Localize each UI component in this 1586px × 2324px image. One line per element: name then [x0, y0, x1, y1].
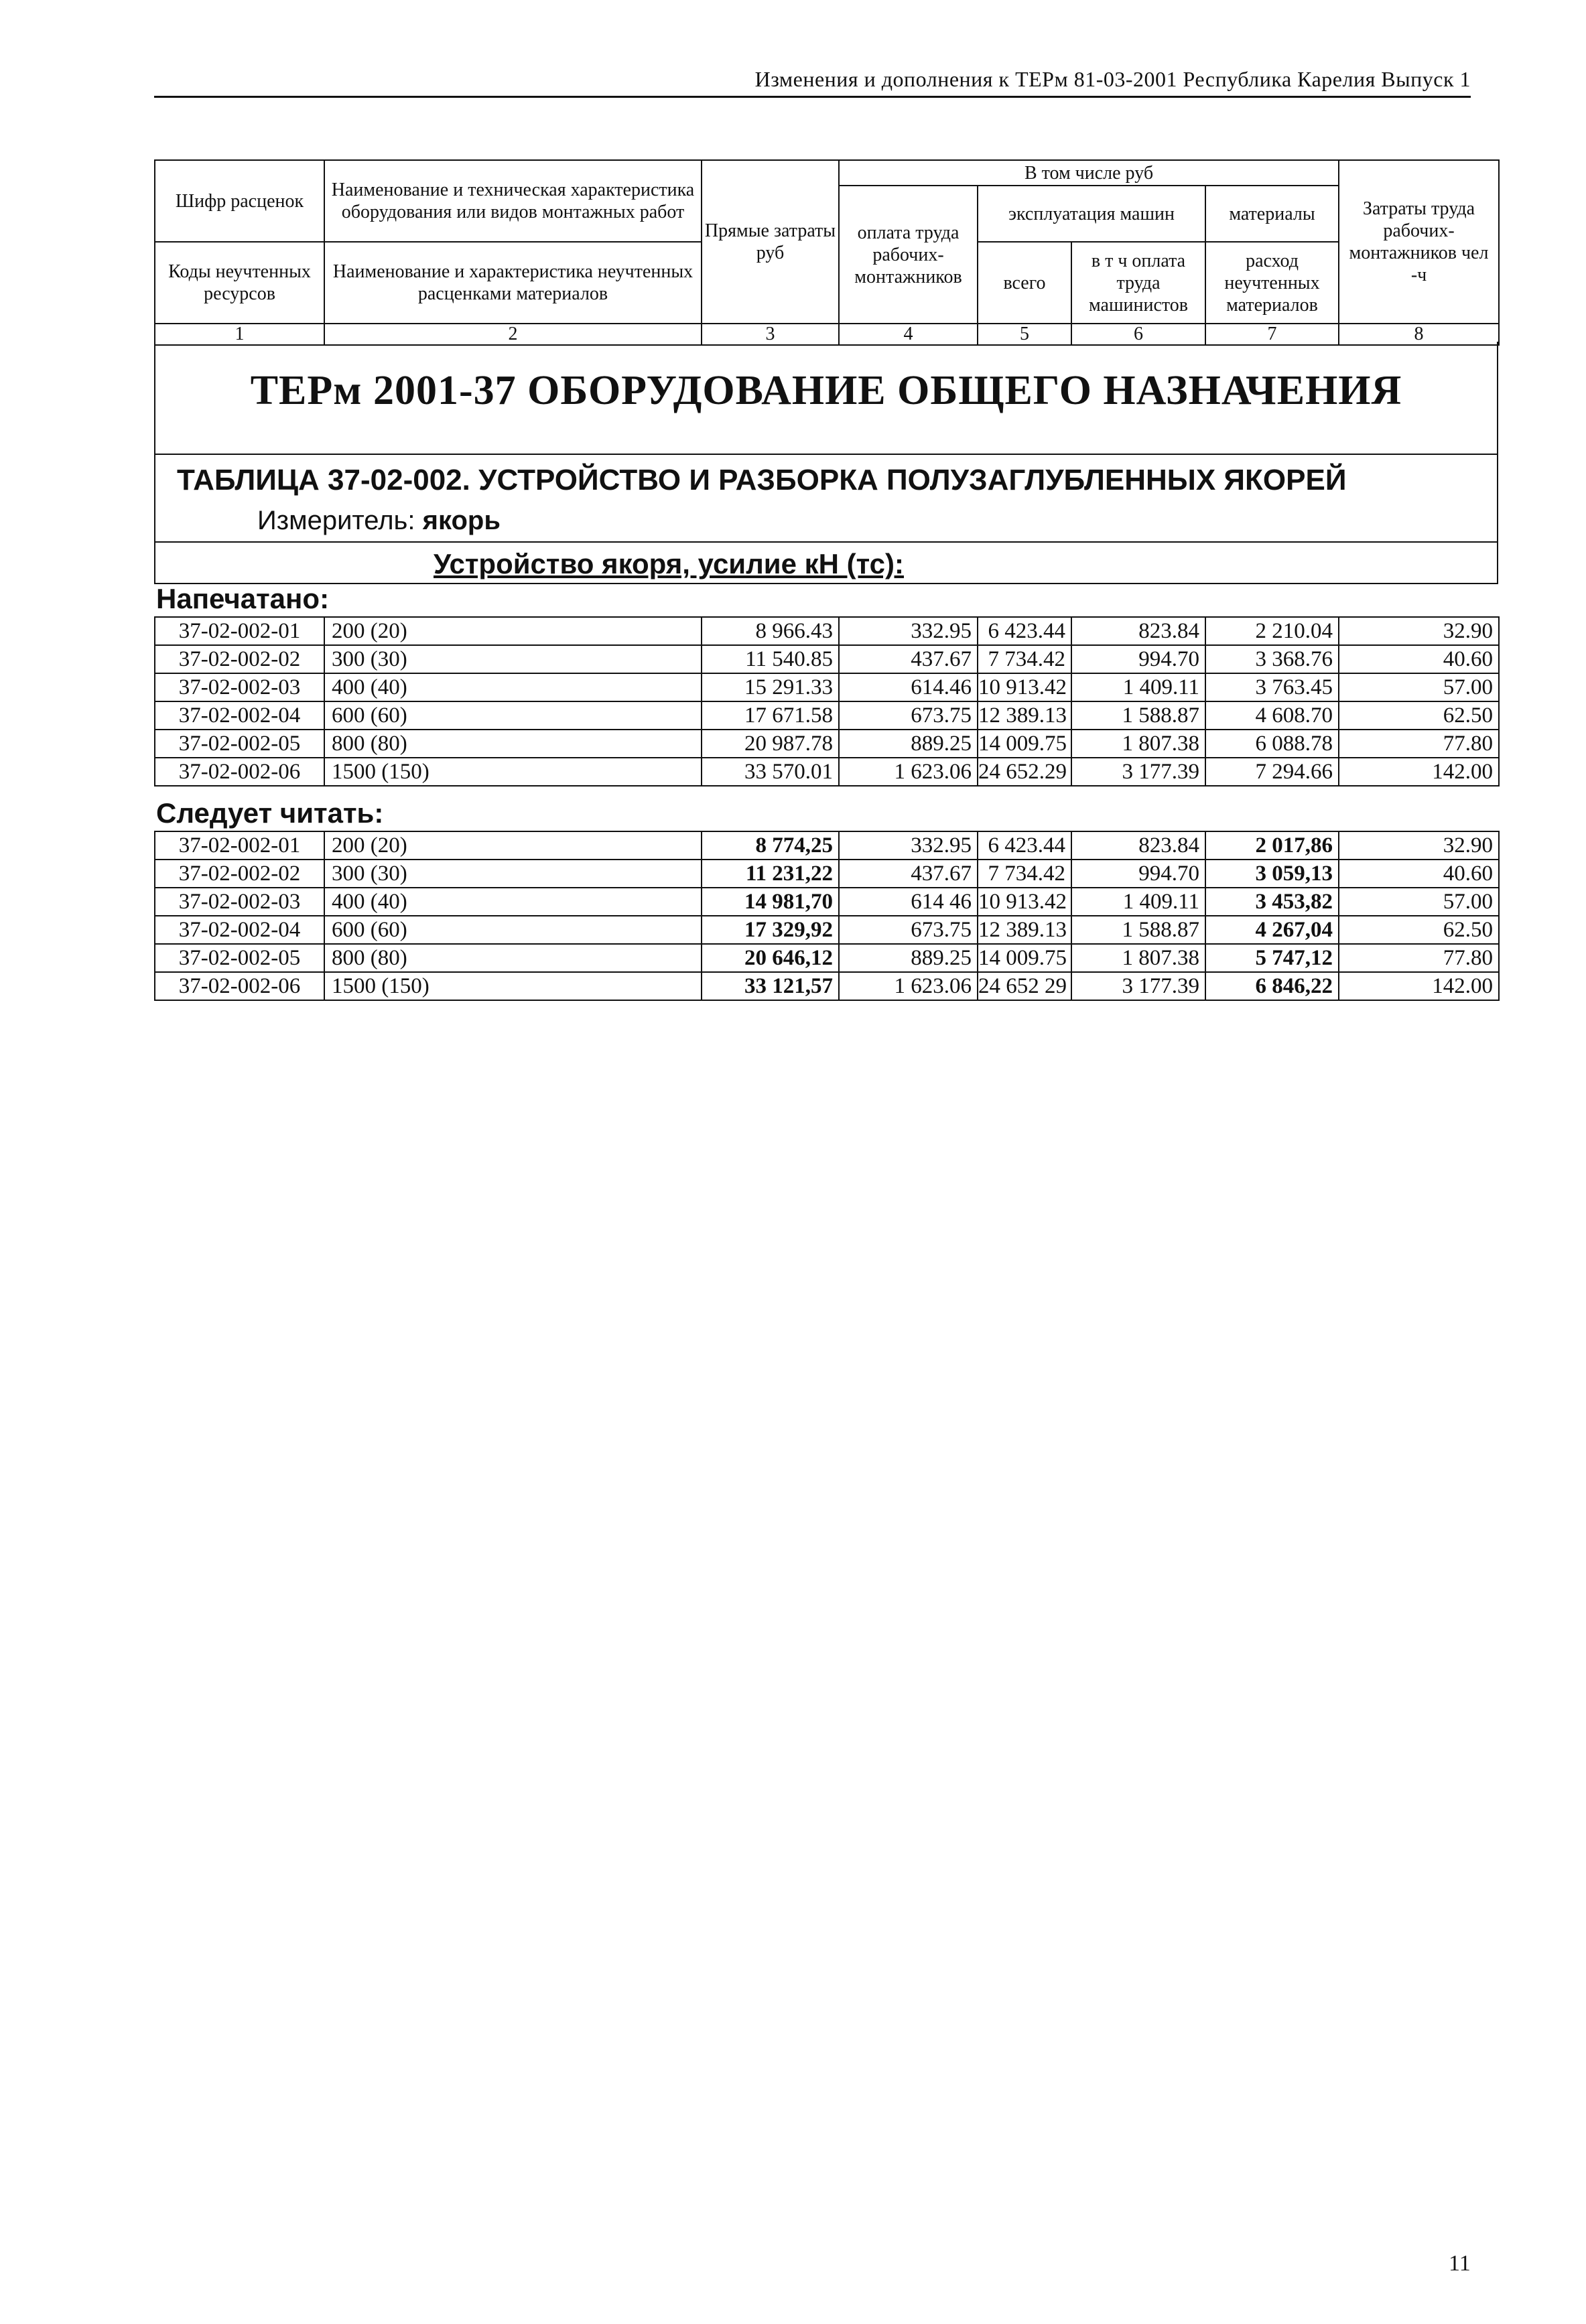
row-machinists-pay: 3 177.39	[1071, 758, 1205, 786]
row-name: 200 (20)	[324, 831, 702, 860]
row-machinists-pay: 994.70	[1071, 645, 1205, 673]
row-code: 37-02-002-02	[155, 645, 324, 673]
column-number: 1	[155, 324, 324, 345]
row-code: 37-02-002-05	[155, 944, 324, 972]
row-workers-pay: 889.25	[839, 730, 978, 758]
row-direct-costs: 17 329,92	[702, 916, 839, 944]
header-machinists-pay: в т ч оплата труда машинистов	[1071, 242, 1205, 324]
row-machines-total: 7 734.42	[978, 860, 1071, 888]
row-direct-costs: 20 646,12	[702, 944, 839, 972]
row-direct-costs: 33 121,57	[702, 972, 839, 1000]
header-name-bottom: Наименование и характеристика неучтенных расценками материалов	[324, 242, 702, 324]
row-code: 37-02-002-04	[155, 701, 324, 730]
row-labor: 32.90	[1339, 831, 1499, 860]
row-machines-total: 7 734.42	[978, 645, 1071, 673]
row-direct-costs: 8 966.43	[702, 617, 839, 645]
row-machinists-pay: 994.70	[1071, 860, 1205, 888]
row-labor: 142.00	[1339, 758, 1499, 786]
row-workers-pay: 332.95	[839, 831, 978, 860]
row-machines-total: 10 913.42	[978, 888, 1071, 916]
row-materials: 3 763.45	[1205, 673, 1339, 701]
page-number: 11	[1449, 2251, 1471, 2276]
row-machinists-pay: 3 177.39	[1071, 972, 1205, 1000]
row-materials: 4 267,04	[1205, 916, 1339, 944]
corrected-table	[154, 831, 1500, 1001]
table-row	[155, 645, 1499, 673]
header-name-top: Наименование и техническая характеристика оборудования или видов монтажных работ	[324, 160, 702, 242]
row-machines-total: 14 009.75	[978, 944, 1071, 972]
row-machines-total: 6 423.44	[978, 617, 1071, 645]
row-workers-pay: 614.46	[839, 673, 978, 701]
subsection-title: Устройство якоря, усилие кН (тс):	[434, 548, 905, 579]
measure-value: якорь	[422, 506, 501, 535]
row-machinists-pay: 1 588.87	[1071, 701, 1205, 730]
row-code: 37-02-002-01	[155, 617, 324, 645]
row-labor: 32.90	[1339, 617, 1499, 645]
row-machinists-pay: 1 807.38	[1071, 944, 1205, 972]
row-workers-pay: 332.95	[839, 617, 978, 645]
row-workers-pay: 673.75	[839, 701, 978, 730]
row-materials: 5 747,12	[1205, 944, 1339, 972]
row-machines-total: 12 389.13	[978, 916, 1071, 944]
row-labor: 62.50	[1339, 916, 1499, 944]
table-row	[155, 701, 1499, 730]
row-name: 1500 (150)	[324, 758, 702, 786]
table-row	[155, 916, 1499, 944]
table-row	[155, 617, 1499, 645]
column-header-table	[154, 159, 1500, 346]
column-number: 8	[1339, 324, 1499, 345]
column-number: 2	[324, 324, 702, 345]
row-workers-pay: 889.25	[839, 944, 978, 972]
running-header: Изменения и дополнения к ТЕРм 81-03-2001 Республика Карелия Выпуск 1	[154, 67, 1471, 98]
row-code: 37-02-002-03	[155, 673, 324, 701]
table-row	[155, 944, 1499, 972]
column-number: 7	[1205, 324, 1339, 345]
row-code: 37-02-002-03	[155, 888, 324, 916]
row-materials: 4 608.70	[1205, 701, 1339, 730]
header-code-bottom: Коды неучтенных ресурсов	[155, 242, 324, 324]
row-name: 1500 (150)	[324, 972, 702, 1000]
header-machines-total: всего	[978, 242, 1071, 324]
row-direct-costs: 8 774,25	[702, 831, 839, 860]
row-machines-total: 10 913.42	[978, 673, 1071, 701]
row-labor: 57.00	[1339, 888, 1499, 916]
row-machines-total: 24 652 29	[978, 972, 1071, 1000]
row-workers-pay: 1 623.06	[839, 972, 978, 1000]
printed-table	[154, 616, 1500, 787]
row-name: 200 (20)	[324, 617, 702, 645]
header-including-group: В том числе руб	[839, 160, 1339, 186]
row-labor: 62.50	[1339, 701, 1499, 730]
header-code-top: Шифр расценок	[155, 160, 324, 242]
row-machines-total: 12 389.13	[978, 701, 1071, 730]
column-number: 5	[978, 324, 1071, 345]
row-name: 600 (60)	[324, 916, 702, 944]
row-labor: 40.60	[1339, 645, 1499, 673]
row-code: 37-02-002-06	[155, 758, 324, 786]
row-direct-costs: 15 291.33	[702, 673, 839, 701]
row-workers-pay: 437.67	[839, 860, 978, 888]
row-name: 400 (40)	[324, 888, 702, 916]
row-name: 800 (80)	[324, 730, 702, 758]
row-materials: 6 088.78	[1205, 730, 1339, 758]
measure-label: Измеритель:	[257, 506, 415, 535]
column-number: 3	[702, 324, 839, 345]
row-machinists-pay: 1 409.11	[1071, 888, 1205, 916]
printed-label: Напечатано:	[156, 583, 330, 614]
row-workers-pay: 1 623.06	[839, 758, 978, 786]
row-machinists-pay: 823.84	[1071, 831, 1205, 860]
row-machinists-pay: 823.84	[1071, 617, 1205, 645]
column-number: 4	[839, 324, 978, 345]
row-direct-costs: 11 231,22	[702, 860, 839, 888]
table-row	[155, 730, 1499, 758]
section-heading-box	[154, 342, 1498, 584]
row-name: 300 (30)	[324, 645, 702, 673]
table-row	[155, 831, 1499, 860]
table-row	[155, 758, 1499, 786]
row-code: 37-02-002-06	[155, 972, 324, 1000]
table-title: ТАБЛИЦА 37-02-002. УСТРОЙСТВО И РАЗБОРКА ПОЛУЗАГЛУБЛЕННЫХ ЯКОРЕЙ	[177, 464, 1347, 496]
header-workers-pay: оплата труда рабочих-монтажников	[839, 186, 978, 324]
row-workers-pay: 437.67	[839, 645, 978, 673]
row-labor: 77.80	[1339, 730, 1499, 758]
row-materials: 3 453,82	[1205, 888, 1339, 916]
row-code: 37-02-002-02	[155, 860, 324, 888]
row-materials: 6 846,22	[1205, 972, 1339, 1000]
row-labor: 57.00	[1339, 673, 1499, 701]
row-direct-costs: 20 987.78	[702, 730, 839, 758]
header-materials: материалы	[1205, 186, 1339, 242]
row-labor: 142.00	[1339, 972, 1499, 1000]
table-row	[155, 673, 1499, 701]
row-machines-total: 14 009.75	[978, 730, 1071, 758]
row-direct-costs: 14 981,70	[702, 888, 839, 916]
row-labor: 40.60	[1339, 860, 1499, 888]
row-code: 37-02-002-04	[155, 916, 324, 944]
row-name: 800 (80)	[324, 944, 702, 972]
table-row	[155, 972, 1499, 1000]
row-name: 600 (60)	[324, 701, 702, 730]
measure-line	[257, 506, 501, 536]
header-machines-group: эксплуатация машин	[978, 186, 1205, 242]
header-materials-unaccounted: расход неучтенных материалов	[1205, 242, 1339, 324]
row-materials: 2 017,86	[1205, 831, 1339, 860]
corrected-label: Следует читать:	[156, 797, 384, 829]
row-materials: 2 210.04	[1205, 617, 1339, 645]
row-materials: 3 059,13	[1205, 860, 1339, 888]
row-code: 37-02-002-01	[155, 831, 324, 860]
row-machines-total: 24 652.29	[978, 758, 1071, 786]
section-title: ТЕРм 2001-37 ОБОРУДОВАНИЕ ОБЩЕГО НАЗНАЧЕНИЯ	[250, 368, 1402, 413]
row-machinists-pay: 1 807.38	[1071, 730, 1205, 758]
section-divider	[155, 454, 1497, 455]
row-machinists-pay: 1 409.11	[1071, 673, 1205, 701]
row-name: 300 (30)	[324, 860, 702, 888]
row-direct-costs: 11 540.85	[702, 645, 839, 673]
subsection-divider	[155, 541, 1497, 543]
header-labor: Затраты труда рабочих-монтажников чел -ч	[1339, 160, 1499, 324]
row-machines-total: 6 423.44	[978, 831, 1071, 860]
header-direct-costs: Прямые затраты руб	[702, 160, 839, 324]
row-direct-costs: 17 671.58	[702, 701, 839, 730]
row-materials: 3 368.76	[1205, 645, 1339, 673]
table-row	[155, 860, 1499, 888]
row-labor: 77.80	[1339, 944, 1499, 972]
column-number: 6	[1071, 324, 1205, 345]
table-row	[155, 888, 1499, 916]
row-materials: 7 294.66	[1205, 758, 1339, 786]
row-machinists-pay: 1 588.87	[1071, 916, 1205, 944]
row-name: 400 (40)	[324, 673, 702, 701]
row-code: 37-02-002-05	[155, 730, 324, 758]
row-workers-pay: 673.75	[839, 916, 978, 944]
row-workers-pay: 614 46	[839, 888, 978, 916]
row-direct-costs: 33 570.01	[702, 758, 839, 786]
